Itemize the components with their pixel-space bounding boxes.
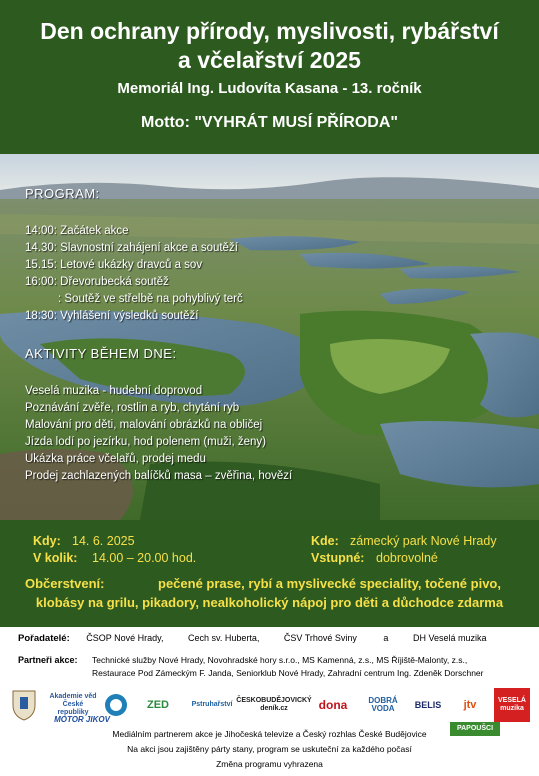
- papousci-logo: PAPOUŠCI: [450, 722, 500, 736]
- program-item: : Soutěž ve střelbě na pohyblivý terč: [58, 293, 243, 305]
- dobra-voda-logo: DOBRÁ VODA: [368, 696, 398, 713]
- program-item: 18:30: Vyhlášení výsledků soutěží: [25, 310, 199, 322]
- memorial-subtitle: Memoriál Ing. Ludovíta Kasana - 13. ročník: [117, 80, 422, 97]
- jtv-logo: jtv: [463, 699, 477, 711]
- date-label: Kdy:: [33, 534, 61, 548]
- denik-logo: ČESKOBUDĚJOVICKÝ deník.cz: [236, 697, 312, 712]
- organizers-row: [18, 633, 528, 644]
- activity-item: Veselá muzika - hudební doprovod: [25, 385, 203, 397]
- motto: Motto: "VYHRÁT MUSÍ PŘÍRODA": [141, 114, 398, 131]
- refresh-line2: klobásy na grilu, pikadory, nealkoholický nápoj pro děti a důchodce zdarma: [35, 595, 504, 610]
- activities-heading: AKTIVITY BĚHEM DNE:: [25, 346, 177, 361]
- vesela-muzika-logo: VESELÁ muzika: [494, 688, 530, 722]
- partners-line2: Restaurace Pod Zámeckým F. Janda, Seniorklub Nové Hrady, Zahradní centrum Ing. Zdeněk Dorschner: [92, 668, 484, 678]
- activity-item: Malování pro děti, malování obrázků na obličej: [25, 419, 263, 431]
- organizers-label: Pořadatelé:: [18, 633, 70, 644]
- place-label: Kde:: [311, 534, 339, 548]
- dona-logo: dona: [318, 698, 348, 712]
- organizer-item: ČSV Trhové Sviny: [283, 633, 357, 643]
- refresh-label: Občerstvení:: [25, 576, 105, 591]
- program-heading: PROGRAM:: [25, 186, 100, 201]
- pstruharstvi-logo: Pstruhařství: [191, 701, 233, 708]
- organizer-item: a: [383, 633, 389, 643]
- partners-label: Partneři akce:: [18, 655, 78, 665]
- zed-logo: ZED: [147, 699, 169, 711]
- akademie-logo: Akademie věd České republiky: [49, 693, 97, 716]
- event-title-line1: Den ochrany přírody, myslivosti, rybářství: [40, 18, 499, 44]
- program-item: 16:00: Dřevorubecká soutěž: [25, 276, 169, 288]
- refresh-line1: pečené prase, rybí a myslivecké speciality, točené pivo,: [158, 576, 501, 591]
- activity-item: Poznávání zvěře, rostlin a ryb, chytání ryb: [25, 402, 240, 414]
- sponsor-logos: [10, 688, 530, 732]
- header-banner: [0, 0, 539, 154]
- program-item: 15.15: Letové ukázky dravců a sov: [25, 259, 203, 271]
- organizer-item: ČSOP Nové Hrady,: [86, 633, 164, 643]
- footer-change-note: Změna programu vyhrazena: [216, 759, 323, 769]
- time-label: V kolik:: [33, 551, 78, 565]
- motor-jikov-logo: MOTOR JIKOV: [54, 715, 110, 724]
- belis-logo: BELIS: [414, 700, 442, 710]
- partners-line1: Technické služby Nové Hrady, Novohradské hory s.r.o., MS Kamenná, z.s., MS Říjiště-Malonty, z.s.,: [92, 655, 468, 665]
- organizer-item: Cech sv. Huberta,: [187, 633, 260, 643]
- footer-weather-note: Na akci jsou zajištěny párty stany, program se uskuteční za každého počasí: [127, 744, 412, 754]
- program-item: 14.30: Slavnostní zahájení akce a soutěží: [25, 242, 238, 254]
- coat-of-arms-logo: [10, 688, 38, 722]
- place-value: zámecký park Nové Hrady: [350, 534, 497, 548]
- footer-media-partner: Mediálním partnerem akce je Jihočeská televize a Český rozhlas České Budějovice: [112, 729, 427, 739]
- entry-label: Vstupné:: [311, 551, 365, 565]
- time-value: 14.00 – 20.00 hod.: [92, 551, 197, 565]
- activity-item: Ukázka práce včelařů, prodej medu: [25, 453, 206, 465]
- activity-item: Prodej zachlazených balíčků masa – zvěřina, hovězí: [25, 470, 293, 482]
- activity-item: Jízda lodí po jezírku, hod polenem (muži, ženy): [25, 436, 266, 448]
- entry-value: dobrovolné: [376, 551, 438, 565]
- date-value: 14. 6. 2025: [72, 534, 135, 548]
- event-info-panel: [0, 520, 539, 627]
- event-title-line2: a včelařství 2025: [178, 47, 361, 73]
- organizer-item: DH Veselá muzika: [412, 633, 487, 643]
- program-item: 14:00: Začátek akce: [25, 225, 129, 237]
